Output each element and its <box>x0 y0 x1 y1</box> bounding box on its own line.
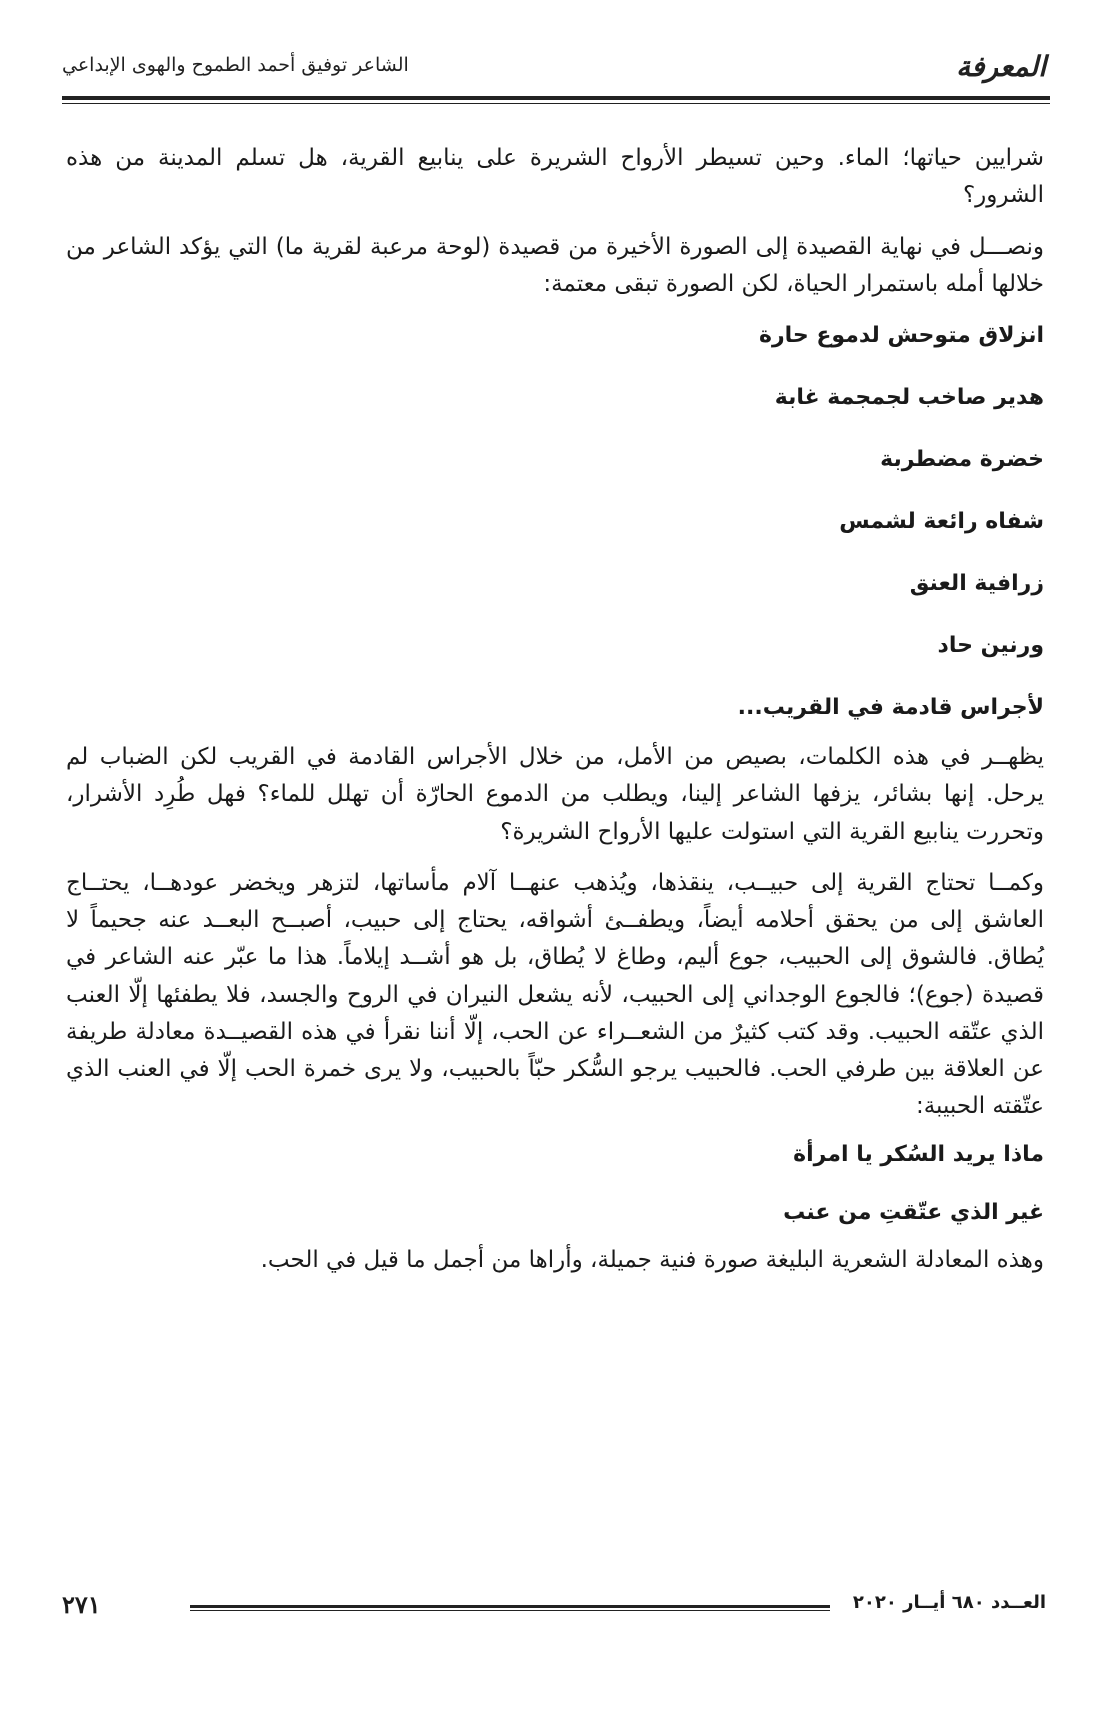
page-footer <box>62 1588 1050 1628</box>
running-title: الشاعر توفيق أحمد الطموح والهوى الإبداعي <box>62 54 409 76</box>
page-header <box>62 44 1050 104</box>
article-body <box>66 140 1044 1279</box>
verse-line: زرافية العنق <box>909 571 1044 596</box>
verse-line: غير الذي عتّقتِ من عنب <box>783 1199 1044 1225</box>
header-rule <box>62 96 1050 100</box>
verse-line: خضرة مضطربة <box>880 447 1044 472</box>
header-rule-thin <box>62 103 1050 104</box>
page-number: ٢٧١ <box>62 1590 101 1619</box>
footer-rule-thin <box>190 1610 830 1611</box>
verse-line: انزلاق متوحش لدموع حارة <box>758 323 1044 348</box>
verse-line: ماذا يريد السُكر يا امرأة <box>793 1141 1044 1167</box>
issue-info: العــدد ٦٨٠ أيــار ٢٠٢٠ <box>852 1592 1046 1613</box>
paragraph: وكمــا تحتاج القرية إلى حبيــب، ينقذها، ويُذهب عنهــا آلام مأساتها، لتزهر ويخضر عودهــا، يحتــاج العاشق إلى من يحقق أحلامه أيضاً، ويطفــئ أشواقه، يحتاج إلى حبيب، أصبــح البعــد عنه جحيماً لا يُطاق. فالشوق إلى الحبيب، جوع أليم، وطاغ لا يُطاق، بل هو أشــد إيلاماً. هذا ما عبّر عنه الشاعر في قصيدة (جوع)؛ فالجوع الوجداني إلى الحبيب، لأنه يشعل النيران في الروح والجسد، فلا يطفئها إلّا العنب الذي عتّقه الحبيب. وقد كتب كثيرٌ من الشعــراء عن الحب، إلّا أننا نقرأ في هذه القصيــدة معادلة طريفة عن العلاقة بين طرفي الحب. فالحبيب يرجو السُّكر حبّاً بالحبيب، ولا يرى خمرة الحب إلّا في العنب الذي عتّقته الحبيبة: <box>66 869 1044 1120</box>
paragraph: شرايين حياتها؛ الماء. وحين تسيطر الأرواح الشريرة على ينابيع القرية، هل تسلم المدينة من هذه الشرور؟ <box>66 145 1044 209</box>
paragraph: وهذه المعادلة الشعرية البليغة صورة فنية جميلة، وأراها من أجمل ما قيل في الحب. <box>260 1246 1044 1273</box>
paragraph: يظهــر في هذه الكلمات، بصيص من الأمل، من خلال الأجراس القادمة في القريب لكن الضباب لم يرحل. إنها بشائر، يزفها الشاعر إلينا، ويطلب من الدموع الحارّة أن تهلل للماء؟ فهل طُرِد الأشرار، وتحررت ينابيع القرية التي استولت عليها الأرواح الشريرة؟ <box>66 744 1044 845</box>
paragraph: ونصـــل في نهاية القصيدة إلى الصورة الأخيرة من قصيدة (لوحة مرعبة لقرية ما) التي يؤكد الشاعر من خلالها أمله باستمرار الحياة، لكن الصورة تبقى معتمة: <box>66 233 1044 297</box>
magazine-logo: المعرفة <box>956 50 1046 83</box>
verse-line: لأجراس قادمة في القريب... <box>737 695 1044 720</box>
verse-line: شفاه رائعة لشمس <box>839 509 1044 534</box>
footer-rule <box>190 1605 830 1608</box>
verse-line: ورنين حاد <box>937 633 1044 658</box>
verse-line: هدير صاخب لجمجمة غابة <box>774 385 1044 410</box>
